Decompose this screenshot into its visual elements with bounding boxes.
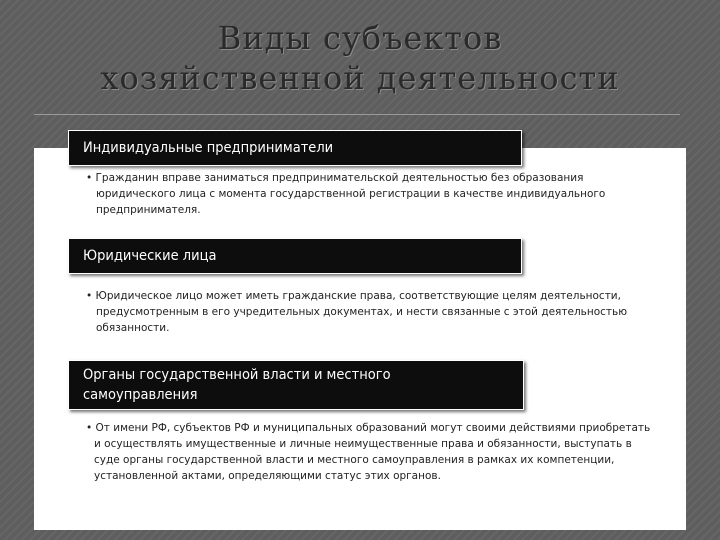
- text-line: предпринимателя.: [96, 204, 201, 216]
- section-header-legal-entities: [68, 238, 522, 274]
- section-header-government-bodies: [68, 360, 524, 410]
- section-header-individual-entrepreneurs: [68, 130, 522, 166]
- text-line: установленной актами, определяющими статус этих органов.: [94, 470, 441, 482]
- text-line: предусмотренным в его учредительных документах, и нести связанные с этой деятельностью: [96, 306, 628, 318]
- section-header-label-line-1: Органы государственной власти и местного: [83, 367, 391, 383]
- slide-title-line-1: Виды субъектов: [217, 19, 503, 57]
- section-header-label: Индивидуальные предприниматели: [83, 140, 334, 156]
- text-line: • Гражданин вправе заниматься предпринимательской деятельностью без образования: [86, 172, 584, 184]
- text-line: обязанности.: [96, 322, 170, 334]
- section-text-legal-entities: [86, 288, 627, 336]
- title-divider: [34, 114, 680, 115]
- text-line: юридического лица с момента государственной регистрации в качестве индивидуального: [96, 188, 606, 200]
- text-line: и осуществлять имущественные и личные неимущественные права и обязанности, выступать в: [94, 438, 632, 450]
- section-text-government-bodies: [86, 420, 650, 484]
- section-header-label-line-2: самоуправления: [83, 387, 198, 403]
- text-line: суде органы государственной власти и местного самоуправления в рамках их компетенции,: [94, 454, 615, 466]
- text-line: • Юридическое лицо может иметь гражданские права, соответствующие целям деятельности,: [86, 290, 621, 302]
- text-line: • От имени РФ, субъектов РФ и муниципальных образований могут своими действиями приобретать: [86, 422, 651, 434]
- slide-title: [0, 18, 720, 98]
- section-text-individual-entrepreneurs: [86, 170, 605, 218]
- slide-title-line-2: хозяйственной деятельности: [100, 59, 620, 97]
- section-header-label: Юридические лица: [83, 248, 217, 264]
